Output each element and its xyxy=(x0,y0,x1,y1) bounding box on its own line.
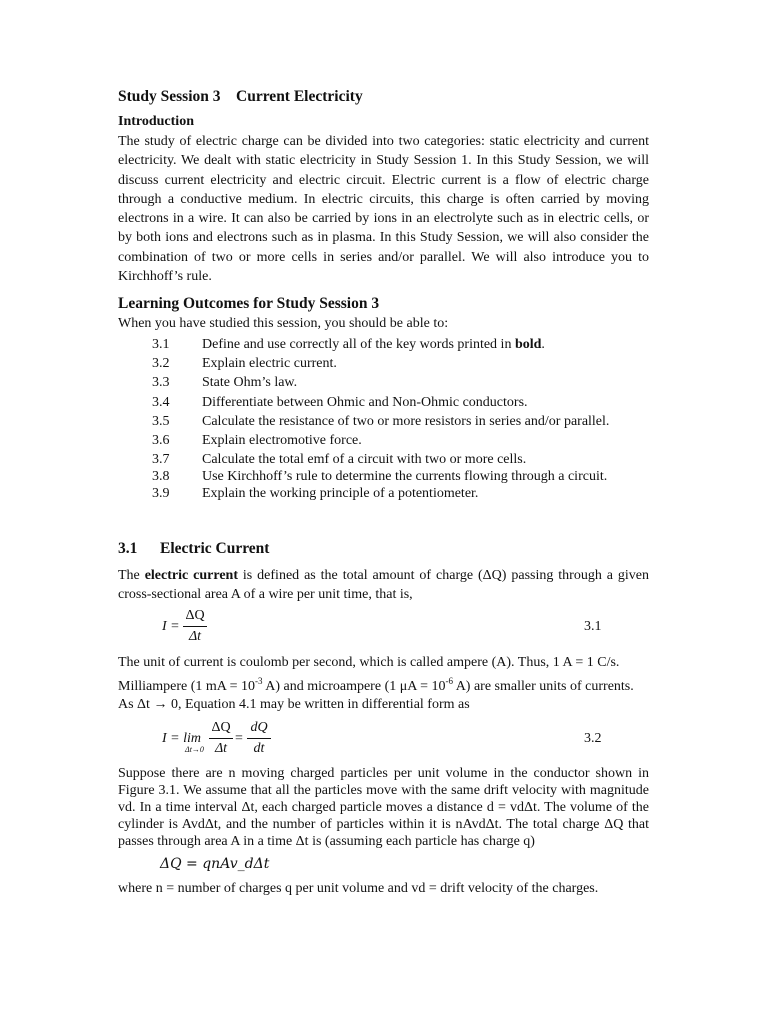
introduction-heading: Introduction xyxy=(118,114,194,129)
definition-paragraph: The electric current is defined as the total amount of charge (ΔQ) passing through a given cross-sectional area A of a wire per unit time, that is, xyxy=(118,568,650,602)
fraction-bar xyxy=(183,626,207,627)
where-paragraph: where n = number of charges q per unit volume and vd = drift velocity of the charges. xyxy=(118,881,599,896)
limit-paragraph: As Δt → 0, Equation 4.1 may be written in differential form as xyxy=(118,697,470,712)
fraction-bar xyxy=(209,738,233,739)
equation-3-1-fraction xyxy=(183,608,207,645)
introduction-paragraph: The study of electric charge can be divided into two categories: static electricity and current electricity. We dealt with static electricity in Study Session 1. In this Study Session, we will discuss current electricity and electric circuit. Electric current is a flow of electric charge through a conductive medium. In electric circuits, this charge is often carried by moving electrons in a wire. It can also be carried by ions in an electrolyte such as in electric cells, or by both ions and electrons such as in plasma. In this Study Session, we will also consider the combination of two or more cells in series and/or parallel. We will also introduce you to Kirchhoff’s rule. xyxy=(118,134,649,285)
equation-3-2-fraction-1: ΔQ Δt xyxy=(209,720,233,757)
equals-sign: = xyxy=(235,731,243,746)
outcome-item: 3.9 Explain the working principle of a potentiometer. xyxy=(152,486,479,501)
outcome-item: 3.3 State Ohm’s law. xyxy=(152,375,298,390)
fraction-bar xyxy=(247,738,271,739)
equation-number: 3.2 xyxy=(584,731,602,746)
page-title xyxy=(118,88,363,106)
fraction-numerator: ΔQ xyxy=(185,608,205,623)
outcome-item: 3.8 Use Kirchhoff’s rule to determine the currents flowing through a circuit. xyxy=(152,469,608,484)
outcome-item: 3.4 Differentiate between Ohmic and Non-Ohmic conductors. xyxy=(152,395,528,410)
limit-subscript: Δt→0 xyxy=(185,745,204,754)
equation-3-2-lhs: I = lim xyxy=(162,731,201,746)
section-heading: 3.1 Electric Current xyxy=(118,540,270,557)
key-term: electric current xyxy=(144,568,238,583)
learning-outcomes-heading: Learning Outcomes for Study Session 3 xyxy=(118,295,380,312)
equation-3-2-fraction-2: dQ dt xyxy=(247,720,271,757)
outcome-item: 3.6 Explain electromotive force. xyxy=(152,433,362,448)
session-title: Current Electricity xyxy=(236,88,363,105)
outcome-item: 3.7 Calculate the total emf of a circuit with two or more cells. xyxy=(152,452,527,467)
outcome-item: 3.5 Calculate the resistance of two or more resistors in series and/or parallel. xyxy=(152,414,610,429)
fraction-denominator: Δt xyxy=(188,629,202,644)
unit-paragraph: The unit of current is coulomb per second, which is called ampere (A). Thus, 1 A = 1 C/s. Milliampere (1 mA = $10^{-3}$ A) and microampere (1 $\mu A = 10^{-6}$ A) are smaller units of currents. xyxy=(118,655,634,694)
session-label: Study Session 3 xyxy=(118,88,221,105)
equation-3-1-lhs: I = xyxy=(162,619,180,634)
equation-number: 3.1 xyxy=(584,619,602,634)
learning-outcomes-lead: When you have studied this session, you should be able to: xyxy=(118,316,449,331)
outcome-item: 3.2 Explain electric current. xyxy=(152,356,337,371)
drift-velocity-paragraph: Suppose there are n moving charged particles per unit volume in the conductor shown in Figure 3.1. We assume that all the particles move with the same drift velocity with magnitude vd. In a time interval Δt, each charged particle moves a distance d = vdΔt. The volume of the cylinder is AvdΔt, and the number of particles within it is nAvdΔt. The total charge ΔQ that passes through area A in a time Δt is (assuming each particle has charge q) xyxy=(118,766,649,849)
equation-charge: ΔQ = qnAv_dΔt xyxy=(160,856,270,872)
outcome-item: 3.1 Define and use correctly all of the key words printed in bold. xyxy=(152,337,545,352)
